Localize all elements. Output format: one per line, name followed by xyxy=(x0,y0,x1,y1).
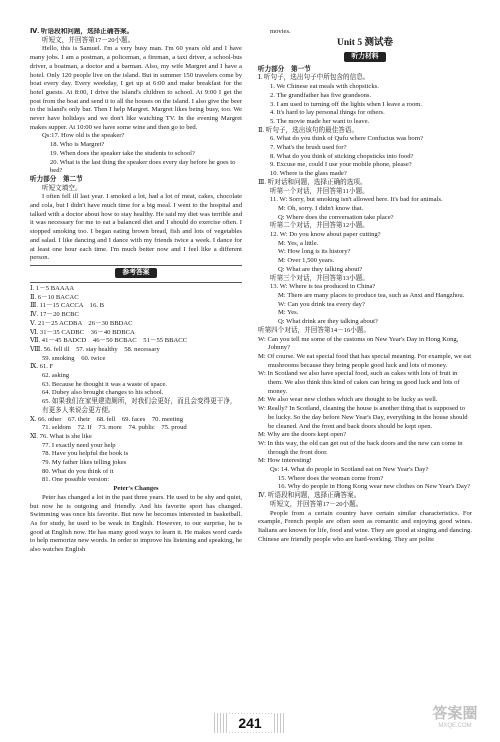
answer-line: Ⅶ. 41－45 BADCD 46－50 BCBAC 51－55 BBACC xyxy=(30,337,188,345)
dialog-line: M: Yes. xyxy=(278,309,299,317)
listening-tag: 听力材料 xyxy=(344,52,385,62)
sentence-line: 5. The movie made her want to leave. xyxy=(270,117,370,125)
answer-line: 77. I exactly need your help xyxy=(42,441,116,449)
answer-line: Ⅲ. 11－15 CACCA 16. B xyxy=(30,302,105,310)
dialog-material: 听第二个对话，并回答第12小题。 xyxy=(270,222,369,230)
answer-line: Ⅷ. 56. fell ill 57. stay healthy 58. necessary xyxy=(30,345,160,353)
left-column xyxy=(30,28,242,710)
section-sub: Ⅲ. 听对话和问题，选择正确的选项。 xyxy=(258,178,367,186)
part4-heading: Ⅳ. 听语段和问题，选择正确答案。 xyxy=(30,28,134,35)
dialog-line: 13. W: Where is tea produced in China? xyxy=(270,283,376,291)
answer-line: Ⅱ. 6－10 BACAC xyxy=(30,293,79,301)
sentence-line: 7. What's the brush used for? xyxy=(270,144,347,152)
dialog-line: M: We also wear new clothes which are thought to be lucky as well. xyxy=(258,396,438,404)
watermark-text: 答案圈 xyxy=(432,705,478,722)
essay-paragraph: Peter has changed a lot in the past three years. He used to be shy and quiet, but now he is outgoing and friendly. And his favorite sport has changed. Swimming was once his favorite. But now he becomes interested in basketball. As for study, he used to be weak in English. However, to our surprise, he is good at English now. He has many good ways to learn it. He makes word cards to help memorize new words. In order to improve his listening and speaking, he also watches English xyxy=(30,493,242,554)
dialog-line: M: How interesting! xyxy=(258,457,312,465)
answers-title: 参考答案 xyxy=(115,268,156,278)
sentence-line: 1. We Chinese eat meals with chopsticks. xyxy=(270,83,379,91)
dialog-line: W: In Scotland we also have special food, such as cakes with lots of fruit in them. We also think this kind of cakes can bring us good luck and lots of money. xyxy=(258,370,460,395)
dialog-line: Q: Where does the conversation take place? xyxy=(278,213,394,221)
continued-line: movies. xyxy=(270,28,291,35)
answer-line: Ⅰ. 1－5 BAAAA xyxy=(30,284,75,292)
dialog-line: 11. W: Sorry, but smoking isn't allowed here. It's bad for animals. xyxy=(270,196,443,204)
dialog-line: M: Yes, a little. xyxy=(278,239,319,247)
dialog-line: W: Can you drink tea every day? xyxy=(278,300,365,308)
dialog-line: W: How long is its history? xyxy=(278,248,351,256)
part2-text: I often fell ill last year. I smoked a lot, had a lot of meat, cakes, chocolate and cola, but I didn't have much time for a big meal. I went to the hospital and talked with a doctor about how to stay healthy. He said my diet was terrible and it was necessary for me to eat a balanced diet and I should do exercise often. I stopped smoking too. I began eating brown bread, fish and lots of vegetables and salad. I like dancing and I dance with my friends twice a week. I dance for at least one hour each time. I'm much better now and I feel like a different person. xyxy=(30,193,242,262)
part2-heading: 听力部分 第二节 xyxy=(30,175,83,183)
part4-material: 听短文，并回答第17－20小题。 xyxy=(42,36,135,44)
answer-line: Ⅺ. 76. What is she like xyxy=(30,432,92,440)
question-line: 19. When does the speaker take the students to school? xyxy=(50,149,195,157)
answer-line: 78. Have you helpful the book is xyxy=(42,450,129,458)
dialog-line: M: Oh, sorry. I didn't know that. xyxy=(278,204,364,212)
section1-heading: 听力部分 第一节 xyxy=(258,65,311,73)
dialog-line: Q: What are they talking about? xyxy=(278,265,363,273)
section-sub: Ⅰ. 听句子，选出句子中所包含的信息。 xyxy=(258,74,370,82)
dialog-line: W: Can you tell me some of the customs on New Year's Day in Hong Kong, Johnny? xyxy=(258,335,459,352)
dialog-line: M: Over 1,500 years. xyxy=(278,257,335,265)
question-line: 18. Who is Margret? xyxy=(50,141,105,149)
dialog-material: 听短文，并回答第17－20小题。 xyxy=(270,500,363,508)
sentence-line: 8. What do you think of sticking chopsticks into food? xyxy=(270,152,414,160)
divider xyxy=(30,265,242,266)
sentence-line: 9. Excuse me, could I use your mobile phone, please? xyxy=(270,161,412,169)
dialog-line: Q: What drink are they talking about? xyxy=(278,318,378,326)
answer-line: 63. Because he thought it was a waste of space. xyxy=(42,380,168,388)
answer-line: Ⅵ. 31－35 CADBC 36－40 BDBCA xyxy=(30,328,135,336)
answer-line: Ⅸ. 61. F xyxy=(30,363,54,371)
page-number: 241 xyxy=(228,714,272,732)
question-line: 16. Why do people in Hong Kong wear new clothes on New Year's Day? xyxy=(278,483,471,491)
divider xyxy=(30,282,242,283)
answer-line: 59. smoking 60. twice xyxy=(42,354,106,362)
answer-line: Ⅳ. 17－20 BCBC xyxy=(30,311,79,319)
watermark-logo: 答案圈 MXQE.COM xyxy=(432,705,478,729)
question-line: Qs: 14. What do people in Scotland eat on New Year's Day? xyxy=(270,466,429,474)
dialog-material: 听第四个对话，并回答第14－16小题。 xyxy=(258,326,371,334)
sentence-line: 3. I am used to turning off the lights when I leave a room. xyxy=(270,100,423,108)
dialog-material: 听第一个对话，并回答第11小题。 xyxy=(270,187,369,195)
sentence-line: 4. It's hard to lay personal things for others. xyxy=(270,109,385,117)
section-sub: Ⅱ. 听句子，选出该句的最佳答语。 xyxy=(258,126,359,134)
question-line: 20. What is the last thing the speaker does every day before he goes to bed? xyxy=(50,158,236,175)
essay-title: Peter's Changes xyxy=(113,485,159,493)
answer-line: 64. Dubey also brought changes to his school. xyxy=(42,389,164,397)
dialog-line: M: Why are the doors kept open? xyxy=(258,431,347,439)
dialog-line: 12. W: Do you know about paper cutting? xyxy=(270,231,381,239)
dialog-line: M: There are many places to produce tea, such as Anxi and Hangzhou. xyxy=(278,291,465,299)
answer-line: 71. seldom 72. If 73. more 74. public 75. proud xyxy=(42,424,187,432)
answer-line: Ⅹ. 66. other 67. their 68. fell 69. faces 70. meeting xyxy=(30,415,184,423)
answer-line: 80. What do you think of it xyxy=(42,467,114,475)
dialog-line: W: Really? In Scotland, cleaning the house is another thing that is supposed to be lucky. So the day before New Year's Day, everything in the house should be cleaned. And the front and back doors should be kept open. xyxy=(258,405,468,430)
answer-line: 62. asking xyxy=(42,372,70,380)
dialog-material: 听第三个对话，并回答第13小题。 xyxy=(270,274,369,282)
question-line: 15. Where does the woman come from? xyxy=(278,474,384,482)
sentence-line: 6. What do you think of Qufu where Confucius was born? xyxy=(270,135,424,143)
answer-line: 65. 如果我们在家里建造厕所，对我们会更好，而且会变得更干净，有更多人来说会更方便。 xyxy=(42,398,237,414)
part2-sub: 听短文填空。 xyxy=(42,184,82,192)
answer-line: 79. My father likes telling jokes xyxy=(42,459,127,467)
passage-paragraph: People from a certain country have certain similar characteristics. For example, French people are often seen as romantic and enjoying good wines. Italians are known for life, food and wine. They are good at singing and dancing. Chinese are friendly people who are hard-working. They are polite xyxy=(258,509,472,543)
sentence-line: 2. The grandfather has five grandsons. xyxy=(270,91,372,99)
question-line: Qs:17. How old is the speaker? xyxy=(42,132,125,140)
right-column xyxy=(258,28,472,710)
unit-title: Unit 5 测试卷 xyxy=(337,37,393,48)
dialog-line: M: Of course. We eat special food that has special meaning. For example, we eat mushrooms because they bring people good luck and lots of money. xyxy=(258,352,472,369)
story-paragraph: Hello, this is Samuel. I'm a very busy man. I'm 60 years old and I have many jobs. I am a postman, a policeman, a fireman, a taxi driver, a school-bus driver, a boatman, a doctor and a barman. Also, my wife Margret and I have a hotel. Only 120 people live on the island. But in summer 150 travelers come by boat every day. Every weekday, I get up at 6:00 and make breakfast for the hotel guests. At 8:00, I drive the island's children to school. At 9:00 I get the post from the boat and send it to all the houses on the island. I also give the beer to the island's only bar. Then I help Margret. Margret likes being busy, too. We never have holidays and we don't like watching TV. In the evening Margret makes supper. At 10:00 we have some wine and then go to bed. xyxy=(30,45,242,131)
dialog-line: W: In this way, the old can get out of the back doors and the new can come in through the front door. xyxy=(258,439,463,456)
section-sub: Ⅳ. 听语段和问题，选择正确答案。 xyxy=(258,492,361,500)
sentence-line: 10. Where is the glass made? xyxy=(270,170,347,178)
answer-line: Ⅴ. 21－25 ACDBA 26－30 BBDAC xyxy=(30,319,133,327)
answer-line: 81. One possible version: xyxy=(42,476,110,484)
